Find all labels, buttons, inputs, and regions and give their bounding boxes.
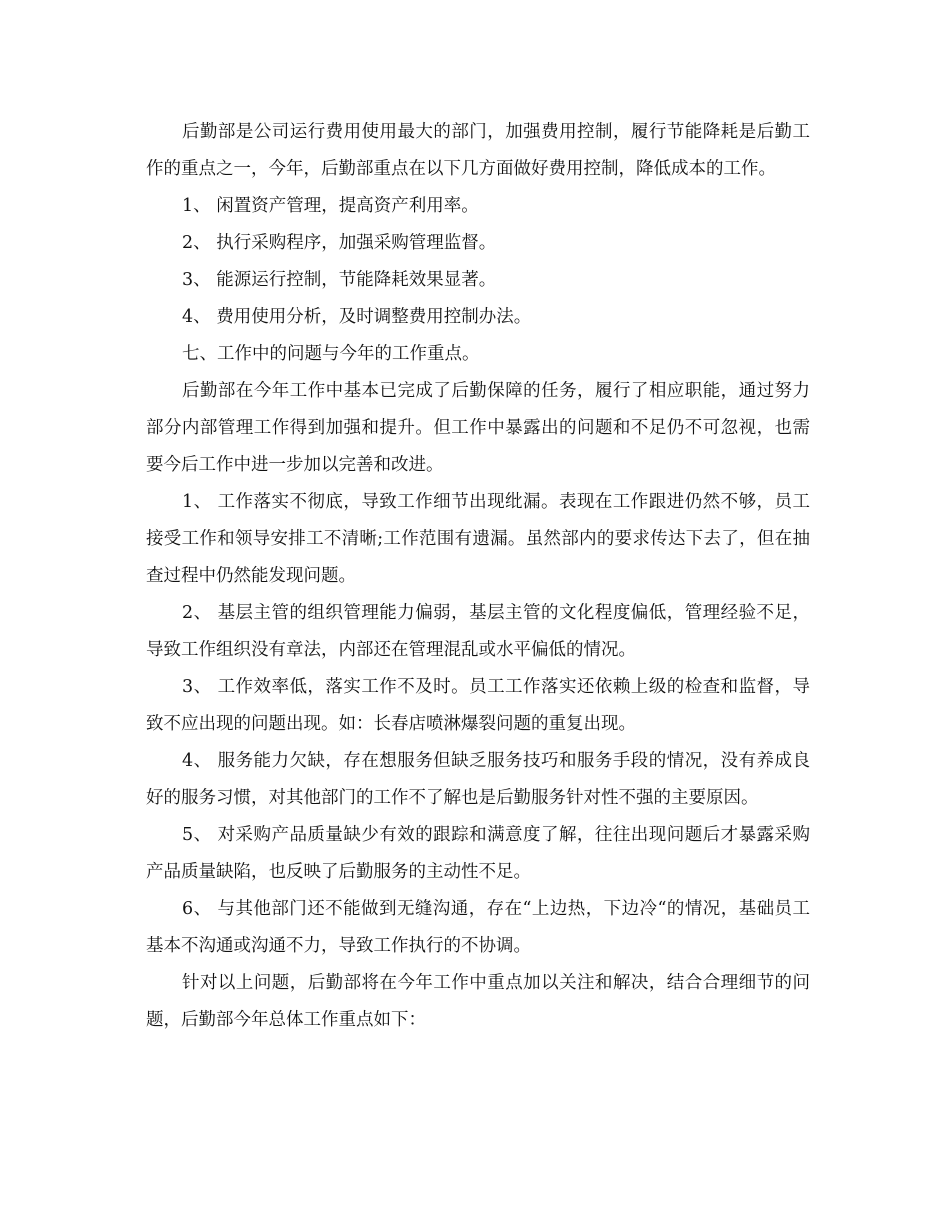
list-item-2: 2、 执行采购程序，加强采购管理监督。 <box>182 233 497 253</box>
document-body <box>146 114 810 1039</box>
problem-item-5: 5、 对采购产品质量缺少有效的跟踪和满意度了解，往往出现问题后才暴露采购产品质量缺陷，也反映了后勤服务的主动性不足。 <box>146 825 810 882</box>
list-item-3: 3、 能源运行控制，节能降耗效果显著。 <box>182 270 497 290</box>
paragraph-conclusion: 针对以上问题，后勤部将在今年工作中重点加以关注和解决，结合合理细节的问题，后勤部今年总体工作重点如下： <box>146 973 810 1030</box>
list-item-4: 4、 费用使用分析，及时调整费用控制办法。 <box>182 307 532 327</box>
problem-item-6: 6、 与其他部门还不能做到无缝沟通，存在“上边热，下边冷“的情况，基础员工基本不沟通或沟通不力，导致工作执行的不协调。 <box>146 899 810 956</box>
problem-item-4: 4、 服务能力欠缺，存在想服务但缺乏服务技巧和服务手段的情况，没有养成良好的服务习惯，对其他部门的工作不了解也是后勤服务针对性不强的主要原因。 <box>146 751 810 808</box>
section-heading: 七、工作中的问题与今年的工作重点。 <box>182 344 480 364</box>
list-item-1: 1、 闲置资产管理，提高资产利用率。 <box>182 196 479 216</box>
problem-item-1: 1、 工作落实不彻底，导致工作细节出现纰漏。表现在工作跟进仍然不够，员工接受工作和领导安排工不清晰;工作范围有遗漏。虽然部内的要求传达下去了，但在抽查过程中仍然能发现问题。 <box>146 492 810 586</box>
problem-item-2: 2、 基层主管的组织管理能力偏弱，基层主管的文化程度偏低，管理经验不足，导致工作组织没有章法，内部还在管理混乱或水平偏低的情况。 <box>146 603 810 660</box>
paragraph-summary: 后勤部在今年工作中基本已完成了后勤保障的任务，履行了相应职能，通过努力部分内部管理工作得到加强和提升。但工作中暴露出的问题和不足仍不可忽视，也需要今后工作中进一步加以完善和改进。 <box>146 381 810 475</box>
problem-item-3: 3、 工作效率低，落实工作不及时。员工工作落实还依赖上级的检查和监督，导致不应出现的问题出现。如：长春店喷淋爆裂问题的重复出现。 <box>146 677 810 734</box>
paragraph-intro: 后勤部是公司运行费用使用最大的部门，加强费用控制，履行节能降耗是后勤工作的重点之一，今年，后勤部重点在以下几方面做好费用控制，降低成本的工作。 <box>146 122 810 179</box>
